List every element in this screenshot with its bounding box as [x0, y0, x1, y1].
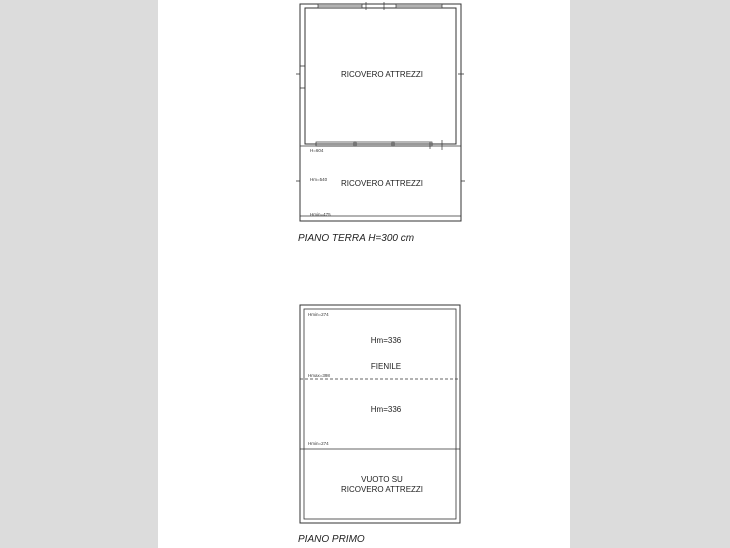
- hm-lower-label: Hm=336: [370, 405, 402, 414]
- lower-room-label: RICOVERO ATTREZZI: [340, 179, 424, 188]
- ground-floor-caption: PIANO TERRA H=300 cm: [298, 233, 415, 244]
- hmin-top-label: Hmin=274: [308, 312, 329, 317]
- first-floor-caption: PIANO PRIMO: [298, 534, 365, 545]
- void-label-line2: RICOVERO ATTREZZI: [340, 485, 424, 494]
- height-label-mid: Hm=540: [310, 177, 328, 182]
- void-label-line1: VUOTO SU: [361, 475, 403, 484]
- ground-floor-outer-wall: [300, 4, 461, 221]
- fienile-label: FIENILE: [370, 362, 402, 371]
- middle-windows: [316, 140, 442, 150]
- height-label-top: H=604: [310, 148, 324, 153]
- top-windows: [318, 2, 442, 10]
- hm-upper-label: Hm=336: [370, 336, 402, 345]
- height-label-bottom: Hmin=475: [310, 212, 331, 217]
- hmin-bottom-label: Hmin=274: [308, 441, 329, 446]
- upper-room-label: RICOVERO ATTREZZI: [340, 70, 424, 79]
- hmax-label: Hmax=398: [308, 373, 330, 378]
- floor-plan-drawing: [158, 0, 570, 548]
- ground-floor-plan: [296, 2, 465, 221]
- drawing-sheet: [158, 0, 570, 548]
